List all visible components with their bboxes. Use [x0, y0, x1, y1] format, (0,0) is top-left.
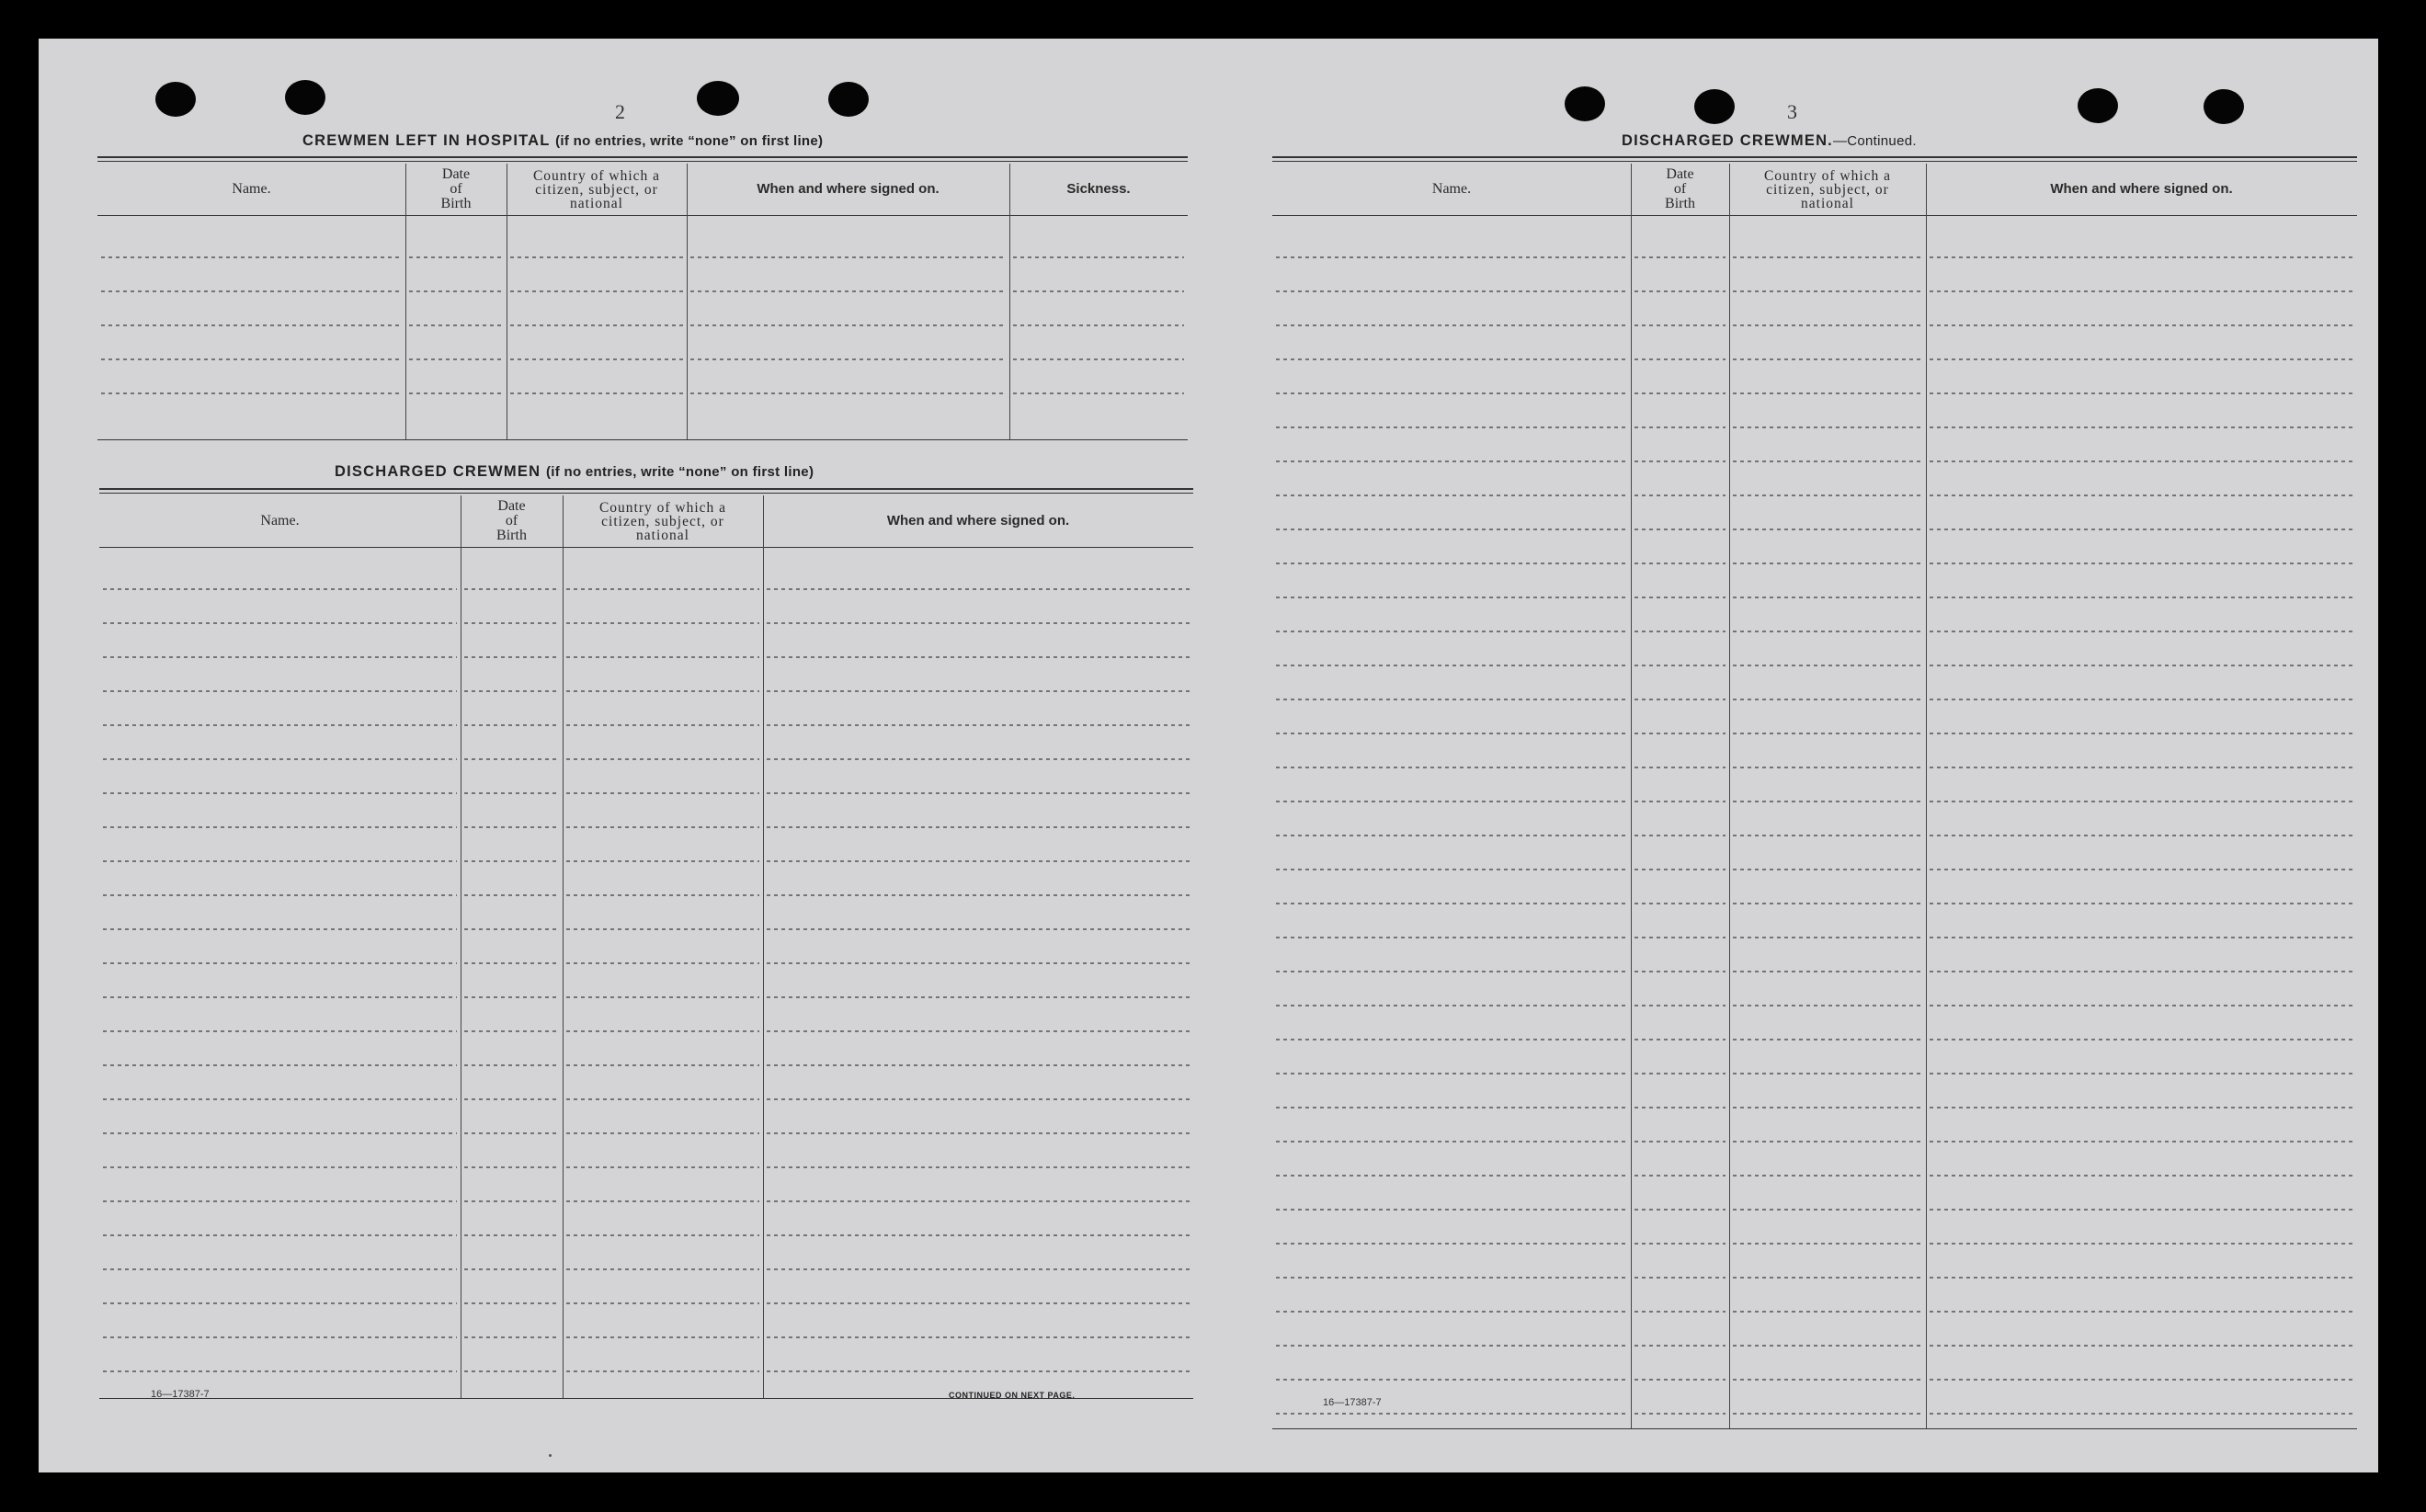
- column-header-dob: Date of Birth: [496, 498, 527, 543]
- form-code: 16—17387-7: [151, 1389, 210, 1400]
- punch-hole: [1694, 89, 1735, 124]
- column-header-dob: Date of Birth: [1665, 166, 1695, 211]
- column-header-country: Country of which a citizen, subject, or national: [598, 499, 727, 543]
- page-number: 3: [1787, 100, 1797, 123]
- column-header-country: Country of which a citizen, subject, or national: [532, 167, 661, 211]
- column-header-sickness: Sickness.: [1066, 181, 1131, 197]
- discharged-note: (if no entries, write “none” on first line): [545, 464, 814, 480]
- discharged-continued-heading: DISCHARGED CREWMEN.: [1622, 132, 1833, 149]
- column-header-signed: When and where signed on.: [886, 513, 1070, 529]
- table-bottom-rule: [97, 439, 1188, 440]
- entry-lines: [99, 488, 1193, 1398]
- punch-hole: [285, 80, 325, 115]
- continued-note: CONTINUED ON NEXT PAGE.: [949, 1391, 1076, 1400]
- page-number: 2: [615, 100, 625, 123]
- discharged-title: DISCHARGED CREWMEN: [335, 463, 541, 480]
- column-header-name: Name.: [232, 181, 271, 197]
- discharged-continued-title: [1622, 132, 1917, 150]
- hospital-section-title: [302, 132, 823, 150]
- entry-lines: [97, 156, 1188, 439]
- punch-hole: [2078, 88, 2118, 123]
- column-header-country: Country of which a citizen, subject, or national: [1763, 167, 1892, 211]
- table-bottom-rule: [1272, 1428, 2357, 1429]
- punch-hole: [2204, 89, 2244, 124]
- column-header-signed: When and where signed on.: [2050, 181, 2233, 197]
- hospital-title: CREWMEN LEFT IN HOSPITAL: [302, 132, 551, 149]
- punch-hole: [155, 82, 196, 117]
- discharged-table-right: [1272, 156, 2357, 1434]
- column-header-dob: Date of Birth: [440, 166, 472, 211]
- form-code: 16—17387-7: [1323, 1397, 1382, 1408]
- punch-hole: [697, 81, 739, 116]
- column-header-name: Name.: [1431, 181, 1472, 197]
- punch-hole: [1565, 86, 1605, 121]
- column-header-name: Name.: [260, 513, 300, 529]
- column-header-signed: When and where signed on.: [757, 181, 940, 197]
- continued-label: —Continued.: [1832, 133, 1917, 149]
- hospital-note: (if no entries, write “none” on first line): [555, 133, 824, 149]
- ink-speck: [549, 1454, 552, 1457]
- ledger-sheet: [39, 39, 2378, 1472]
- entry-lines: [1272, 156, 2357, 1428]
- punch-hole: [828, 82, 869, 117]
- discharged-section-title: [335, 463, 814, 481]
- discharged-table-left: [99, 488, 1193, 1407]
- hospital-table: [97, 156, 1188, 441]
